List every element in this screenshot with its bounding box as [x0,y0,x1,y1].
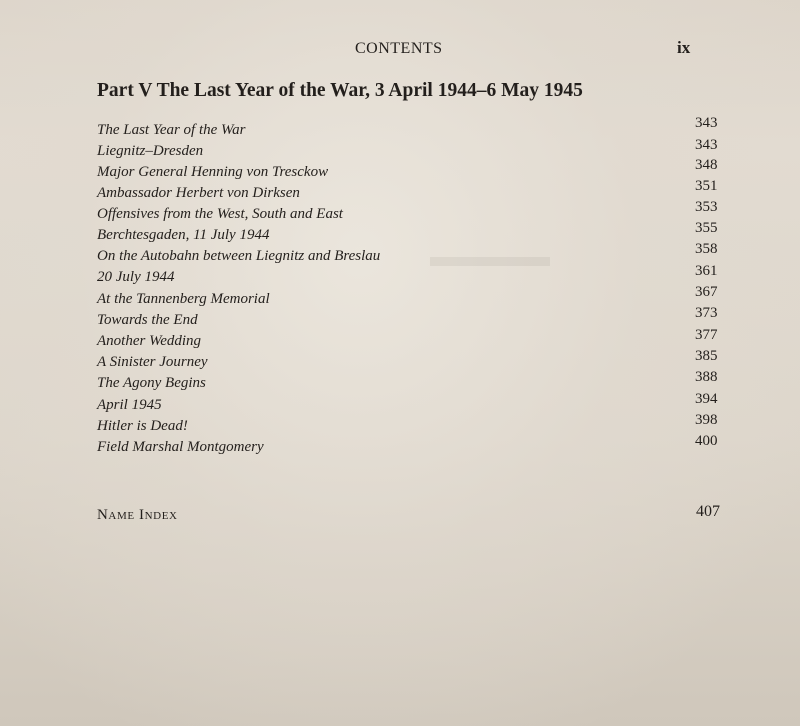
toc-entry [97,115,727,144]
toc-entry [97,391,727,419]
toc-entry-title: Hitler is Dead! [97,418,188,434]
toc-entry-page: 361 [695,263,718,279]
toc-entry-title: Berchtesgaden, 11 July 1944 [97,227,270,243]
toc-entry-title: Towards the End [97,312,198,328]
toc-entry-page: 394 [695,391,718,407]
toc-entry-page: 351 [695,178,718,194]
toc-entry-title: At the Tannenberg Memorial [97,291,270,307]
toc-entry-page: 348 [695,157,718,173]
toc-entry-title: April 1945 [97,397,162,413]
toc-entry-page: 358 [695,241,718,257]
toc-entry [97,263,727,291]
toc-entry-page: 343 [695,137,718,153]
toc-entry-title: On the Autobahn between Liegnitz and Breslau [97,248,381,264]
toc-entry [97,327,727,355]
toc-entry-title: Major General Henning von Tresckow [97,164,329,180]
part-heading: Part V The Last Year of the War, 3 April 1944–6 May 1945 [97,80,583,101]
toc-entry [97,157,727,186]
toc-entry-page: 343 [695,115,718,131]
toc-entry [97,284,727,313]
toc-entry [97,412,727,440]
toc-entry-title: Offensives from the West, South and East [97,206,343,222]
toc-entry-page: 373 [695,305,718,321]
toc-entry [97,369,727,397]
toc-entry-page: 400 [695,433,718,449]
toc-entry-page: 385 [695,348,718,364]
toc-entry-page: 355 [695,220,718,236]
toc-entry-page: 367 [695,284,718,300]
toc-entry-title: Another Wedding [97,333,202,349]
toc-entry-page: 388 [695,369,718,385]
toc-entry [97,220,727,249]
toc-entry [97,199,727,228]
toc-entry-title: Ambassador Herbert von Dirksen [97,185,300,201]
toc-entry-page: 353 [695,199,718,215]
toc-entry-page: 377 [695,327,718,343]
bleed-through-shadow: ▬▬▬▬ [430,240,550,273]
page-number: ix [677,38,691,57]
toc-entry-page: 398 [695,412,718,428]
name-index-label: Name Index [97,507,178,523]
toc-entry [97,137,727,165]
toc-entry-title: Field Marshal Montgomery [97,439,264,455]
toc-entry-title: The Last Year of the War [97,122,246,138]
toc-entry [97,241,727,270]
toc-entry [97,178,727,207]
toc-entry [97,348,727,376]
toc-entry-title: Liegnitz–Dresden [97,143,204,159]
toc-entry [97,305,727,334]
toc-entry-title: 20 July 1944 [97,269,175,285]
toc-entry [97,433,727,461]
running-head: CONTENTS [355,40,443,57]
name-index-page: 407 [696,503,720,520]
toc-entry-title: The Agony Begins [97,375,206,391]
toc-entry-title: A Sinister Journey [97,354,208,370]
